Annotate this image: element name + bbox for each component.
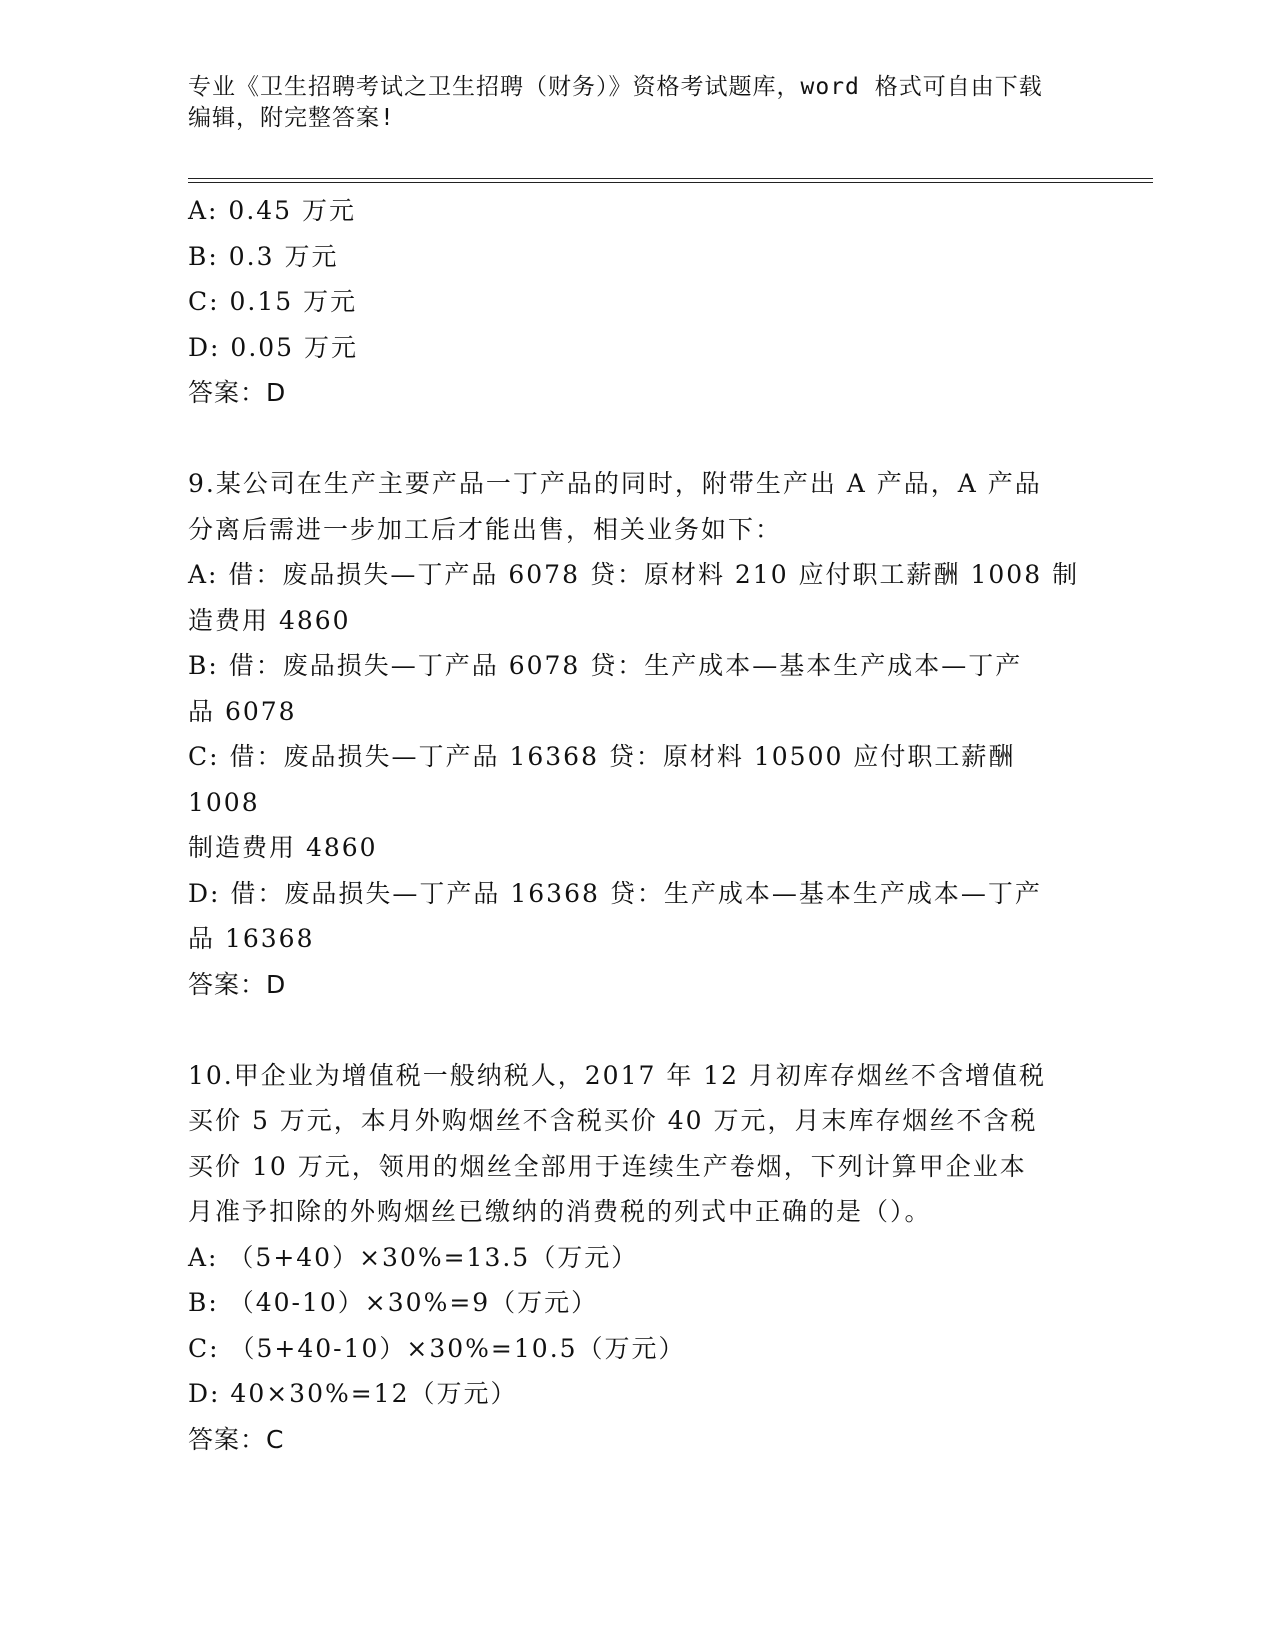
spacer bbox=[188, 416, 1088, 462]
option-b: B: 0.3 万元 bbox=[188, 241, 339, 271]
option-c: C: 借：废品损失—丁产品 16368 贷：原材料 10500 应付职工薪酬 1008 bbox=[188, 742, 1016, 817]
option-b: B: （40-10）×30%=9（万元） bbox=[188, 1288, 599, 1317]
header-divider bbox=[188, 182, 1153, 183]
document-body bbox=[188, 188, 1088, 1462]
question-stem-line: 月准予扣除的外购烟丝已缴纳的消费税的列式中正确的是（）。 bbox=[188, 1197, 932, 1226]
header-divider bbox=[188, 178, 1153, 179]
question-stem-line: 买价 5 万元，本月外购烟丝不含税买价 40 万元，月末库存烟丝不含税 bbox=[188, 1106, 1038, 1135]
option-d-continued: 品 16368 bbox=[188, 924, 315, 953]
spacer bbox=[188, 1007, 1088, 1053]
option-a: A: （5+40）×30%=13.5（万元） bbox=[188, 1242, 639, 1272]
previous-question bbox=[188, 188, 1088, 416]
answer-line: 答案：C bbox=[188, 1424, 285, 1454]
option-b-continued: 品 6078 bbox=[188, 696, 297, 726]
option-d: D: 借：废品损失—丁产品 16368 贷：生产成本—基本生产成本—丁产 bbox=[188, 878, 1042, 908]
header-line: 编辑，附完整答案! bbox=[188, 105, 395, 131]
question-10 bbox=[188, 1053, 1088, 1463]
option-a: A: 借：废品损失—丁产品 6078 贷：原材料 210 应付职工薪酬 1008 制 bbox=[188, 560, 1080, 589]
option-a-continued: 造费用 4860 bbox=[188, 605, 351, 635]
option-d: D: 0.05 万元 bbox=[188, 332, 359, 362]
option-d: D: 40×30%=12（万元） bbox=[188, 1379, 518, 1408]
document-header bbox=[188, 72, 1088, 134]
option-a: A: 0.45 万元 bbox=[188, 196, 357, 225]
option-c: C: （5+40-10）×30%=10.5（万元） bbox=[188, 1333, 686, 1363]
option-c: C: 0.15 万元 bbox=[188, 287, 358, 316]
answer-line: 答案：D bbox=[188, 378, 287, 407]
question-stem-line: 9.某公司在生产主要产品一丁产品的同时，附带生产出 A 产品，A 产品 bbox=[188, 469, 1042, 498]
question-stem-line: 10.甲企业为增值税一般纳税人，2017 年 12 月初库存烟丝不含增值税 bbox=[188, 1060, 1047, 1090]
header-line: 专业《卫生招聘考试之卫生招聘（财务）》资格考试题库，word 格式可自由下载 bbox=[188, 74, 1043, 100]
option-b: B: 借：废品损失—丁产品 6078 贷：生产成本—基本生产成本—丁产 bbox=[188, 651, 1023, 680]
question-stem-line: 分离后需进一步加工后才能出售，相关业务如下： bbox=[188, 514, 783, 544]
answer-line: 答案：D bbox=[188, 969, 287, 999]
question-stem-line: 买价 10 万元，领用的烟丝全部用于连续生产卷烟，下列计算甲企业本 bbox=[188, 1151, 1027, 1181]
option-c-continued: 制造费用 4860 bbox=[188, 833, 378, 862]
question-9 bbox=[188, 461, 1088, 1007]
